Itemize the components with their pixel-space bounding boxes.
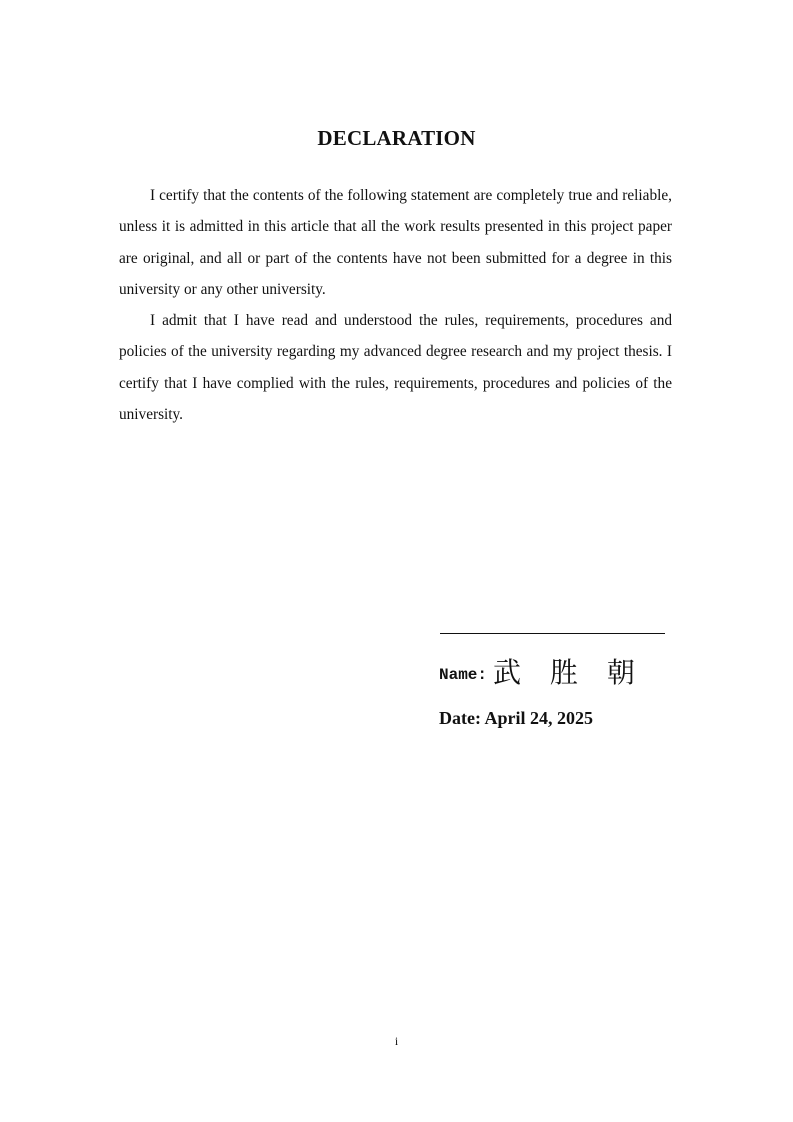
declaration-body	[119, 180, 672, 430]
declaration-paragraph: I certify that the contents of the following statement are completely true and reliable, unless it is admitted in this article that all the work results presented in this project paper are original, and all or part of the contents have not been submitted for a degree in this university or any other university.	[119, 187, 672, 298]
name-row	[439, 655, 645, 695]
name-label: Name:	[439, 666, 488, 684]
page-number: i	[394, 1034, 399, 1048]
page-title: DECLARATION	[317, 126, 476, 150]
declaration-paragraph: I admit that I have read and understood the rules, requirements, procedures and policies of the university regarding my advanced degree research and my project thesis. I certify that I have complied with the rules, requirements, procedures and policies of the university.	[119, 312, 672, 424]
name-value: 武 胜 朝	[493, 656, 645, 689]
date-line: Date: April 24, 2025	[439, 708, 593, 728]
signature-line	[440, 633, 665, 634]
